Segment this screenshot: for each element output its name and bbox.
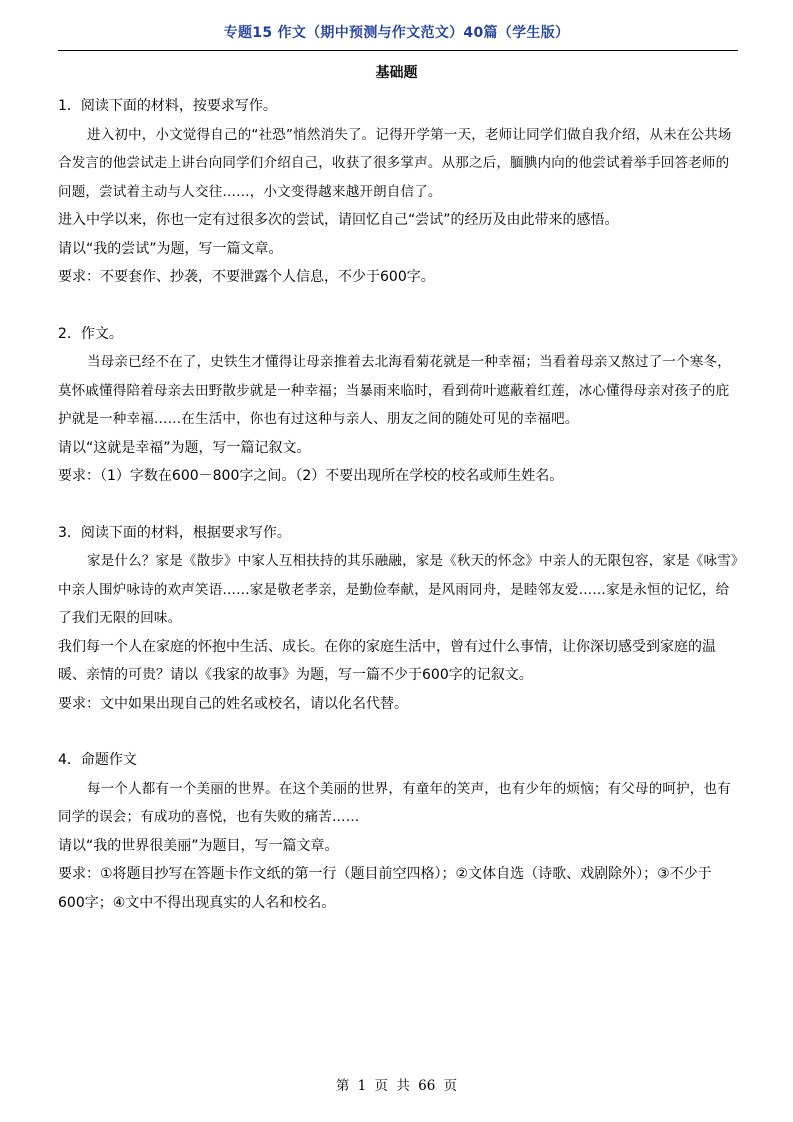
question-material: 进入初中，小文觉得自己的“社恐”悄然消失了。记得开学第一天，老师让同学们做自我介绍，从未在公共场合发言的他尝试走上讲台向同学们介绍自己，收获了很多掌声。从那之后，腼腆内向的他尝试着举手回答老师的问题，尝试着主动与人交往……，小文变得越来越开朗自信了。	[58, 126, 732, 200]
page-number-footer: 第 1 页 共 66 页	[335, 1078, 458, 1094]
question-prompt: 进入中学以来，你也一定有过很多次的尝试，请回忆自己“尝试”的经历及由此带来的感悟。	[58, 212, 619, 228]
question-prompt: 请以“我的尝试”为题，写一篇文章。	[58, 240, 283, 257]
questions-container	[58, 92, 738, 917]
question-requirement: 要求：文中如果出现自己的姓名或校名，请以化名代替。	[58, 695, 408, 712]
question-4	[58, 746, 738, 917]
question-prompt: 我们每一个人在家庭的怀抱中生活、成长。在你的家庭生活中，曾有过什么事情，让你深切感受到家庭的温暖、亲情的可贵？请以《我家的故事》为题，写一篇不少于600字的记叙文。	[58, 638, 716, 683]
question-1	[58, 92, 738, 292]
header-divider	[58, 50, 738, 51]
question-prompt: 请以“我的世界很美丽”为题目，写一篇文章。	[58, 837, 339, 854]
question-3	[58, 519, 738, 719]
question-prompt: 请以“这就是幸福”为题，写一篇记叙文。	[58, 439, 311, 456]
question-heading: 4．命题作文	[58, 752, 137, 768]
document-header-title: 专题15 作文（期中预测与作文范文）40篇（学生版）	[223, 25, 570, 41]
question-material: 家是什么？家是《散步》中家人互相扶持的其乐融融，家是《秋天的怀念》中亲人的无限包容，家是《咏雪》中亲人围炉咏诗的欢声笑语……家是敬老孝亲，是勤俭奉献，是风雨同舟，是睦邻友爱……家是永恒的记忆，给了我们无限的回味。	[58, 553, 738, 626]
question-requirement: 要求：不要套作、抄袭，不要泄露个人信息，不少于600字。	[58, 269, 435, 285]
question-heading: 3．阅读下面的材料，根据要求写作。	[58, 524, 291, 541]
question-requirement: 要求：①将题目抄写在答题卡作文纸的第一行（题目前空四格）；②文体自选（诗歌、戏剧除外）；③不少于600字；④文中不得出现真实的人名和校名。	[58, 866, 712, 911]
question-heading: 2．作文。	[58, 325, 123, 342]
question-2	[58, 320, 738, 491]
section-title: 基础题	[375, 65, 418, 81]
question-material: 每一个人都有一个美丽的世界。在这个美丽的世界，有童年的笑声，也有少年的烦恼；有父母的呵护，也有同学的误会；有成功的喜悦，也有失败的痛苦……	[58, 780, 731, 825]
question-material: 当母亲已经不在了，史铁生才懂得让母亲推着去北海看菊花就是一种幸福；当看着母亲又熬过了一个寒冬，莫怀戚懂得陪着母亲去田野散步就是一种幸福；当暴雨来临时，看到荷叶遮蔽着红莲，冰心懂得母亲对孩子的庇护就是一种幸福……在生活中，你也有过这种与亲人、朋友之间的随处可见的幸福吧。	[58, 354, 731, 427]
question-requirement: 要求：（1）字数在600－800字之间。（2）不要出现所在学校的校名或师生姓名。	[58, 468, 564, 484]
question-heading: 1．阅读下面的材料，按要求写作。	[58, 98, 277, 114]
